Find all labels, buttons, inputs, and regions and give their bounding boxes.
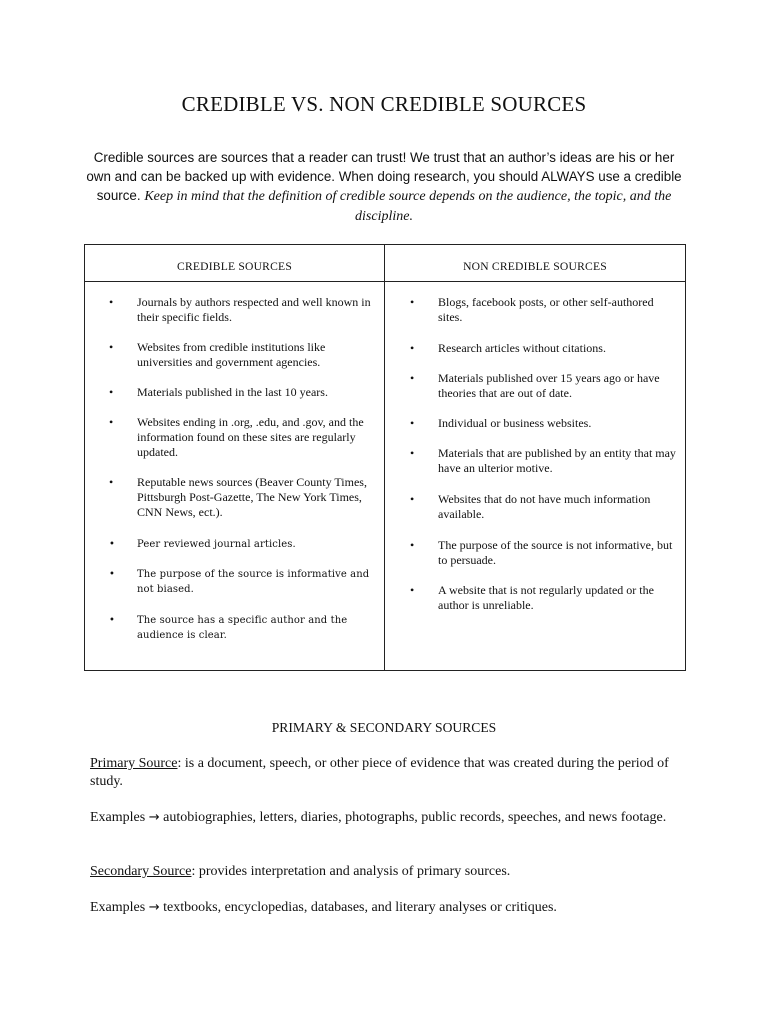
list-item: • Research articles without citations.	[410, 341, 606, 355]
primary-source-term: Primary Source	[90, 756, 178, 771]
non-credible-sources-header: NON CREDIBLE SOURCES	[463, 260, 607, 273]
list-item: • Journals by authors respected and well known in their specific fields.	[109, 295, 371, 324]
list-item: • A website that is not regularly updated or the author is unreliable.	[410, 583, 654, 612]
primary-source-definition: Primary Source: is a document, speech, or other piece of evidence that was created during the period of study.	[90, 756, 669, 789]
primary-source-examples: Examples → autobiographies, letters, diaries, photographs, public records, speeches, and news footage.	[90, 810, 667, 825]
page-title: CREDIBLE VS. NON CREDIBLE SOURCES	[181, 92, 587, 116]
right-arrow-icon: →	[148, 900, 160, 915]
list-item: • The purpose of the source is not informative, but to persuade.	[410, 538, 673, 567]
non-credible-sources-list	[410, 295, 678, 613]
list-item: • Materials that are published by an entity that may have an ulterior motive.	[410, 446, 676, 475]
list-item: • Blogs, facebook posts, or other self-authored sites.	[410, 295, 654, 324]
list-item: • Websites ending in .org, .edu, and .gov, and the information found on these sites are regularly updated.	[109, 415, 364, 459]
list-item: • Reputable news sources (Beaver County Times, Pittsburgh Post-Gazette, The New York Times, CNN News, ect.).	[109, 475, 367, 519]
list-item: • Peer reviewed journal articles.	[109, 539, 296, 550]
list-item: • Websites from credible institutions like universities and government agencies.	[109, 340, 326, 369]
list-item: • The source has a specific author and the audience is clear.	[109, 615, 348, 641]
intro-paragraph	[84, 148, 684, 226]
secondary-source-examples: Examples → textbooks, encyclopedias, databases, and literary analyses or critiques.	[90, 900, 557, 915]
header-divider	[85, 281, 685, 282]
right-arrow-icon: →	[148, 810, 160, 825]
credible-sources-list	[109, 295, 377, 643]
secondary-source-definition: Secondary Source: provides interpretation and analysis of primary sources.	[90, 864, 511, 879]
sources-comparison-table	[84, 244, 686, 671]
list-item: • Materials published over 15 years ago or have theories that are out of date.	[410, 371, 660, 400]
credible-sources-header: CREDIBLE SOURCES	[177, 260, 292, 273]
intro-text: Credible sources are sources that a reader can trust! We trust that an author’s ideas are his or her own and can be backed up with evidence. When doing research, you should ALWAYS use a credible source.	[86, 150, 682, 203]
secondary-source-term: Secondary Source	[90, 864, 192, 879]
list-item: • Individual or business websites.	[410, 416, 592, 430]
list-item: • Websites that do not have much information available.	[410, 492, 651, 521]
primary-secondary-heading: PRIMARY & SECONDARY SOURCES	[271, 720, 497, 735]
list-item: • The purpose of the source is informative and not biased.	[109, 569, 370, 595]
column-divider	[384, 245, 385, 670]
list-item: • Materials published in the last 10 years.	[109, 385, 328, 399]
intro-italic-text: Keep in mind that the definition of credible source depends on the audience, the topic, and the discipline.	[144, 189, 672, 224]
